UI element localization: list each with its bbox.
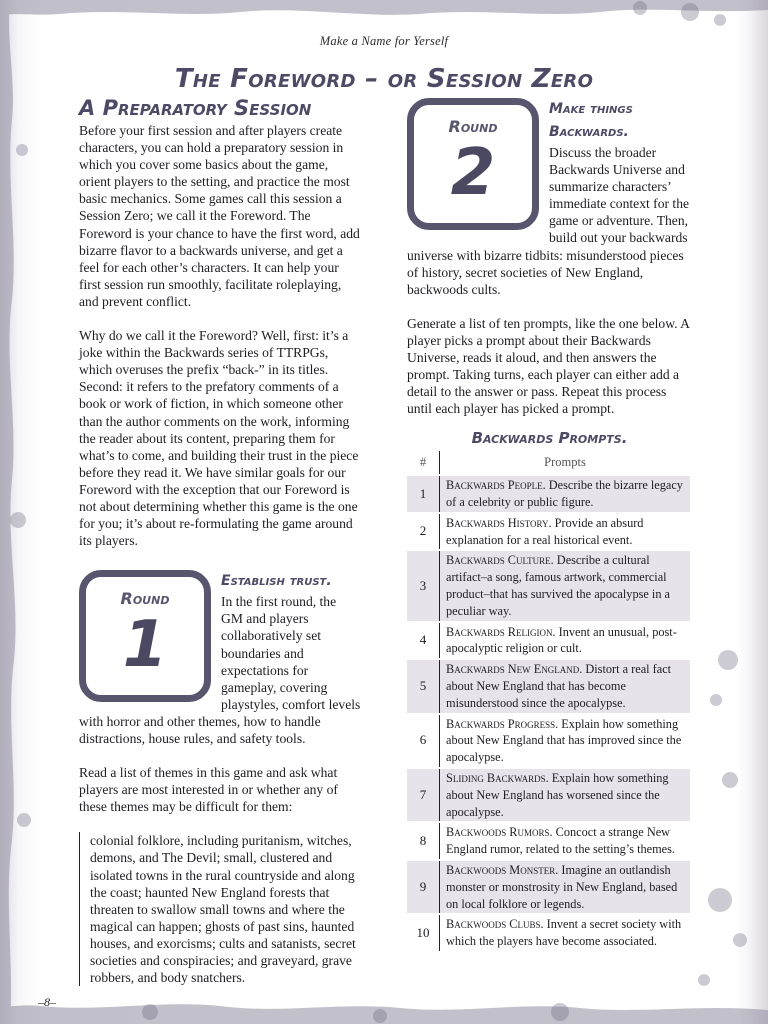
page-title: The Foreword – or Session Zero: [174, 64, 594, 94]
prompt-category: Backwards People.: [446, 478, 546, 493]
row-prompt: [440, 768, 691, 822]
prompt-text: Invent a secret society with which the players have become associated.: [446, 917, 682, 949]
row-number: 1: [407, 475, 440, 513]
prompts-table-body: [407, 475, 690, 951]
round-1-text: In the first round, the GM and players collaboratively set boundaries and expectations for gameplay, covering playstyles, comfort levels with horror and other themes, how to handle distractions, house rules, and safety tools.: [79, 594, 361, 746]
page-number: –8–: [38, 995, 56, 1009]
prompt-category: Backwoods Monster.: [446, 862, 559, 877]
themes-list: colonial folklore, including puritanism, witches, demons, and The Devil; small, clustered and isolated towns in the rural countryside and along the coast; haunted New England forests that threaten to swallow small towns and where the magical can happen; ghosts of past sins, haunted houses, and exorcisms; cults and satanists, secret societies and conspiracies; and graveyard, grave robbers, and body snatchers.: [79, 832, 361, 986]
round-1-badge: [79, 570, 211, 702]
round-number: 1: [122, 608, 168, 683]
table-row: [407, 622, 690, 660]
table-row: [407, 768, 690, 822]
prompt-text: Describe a cultural artifact–a song, famous artwork, commercial product–that has survived the apocalypse in a peculiar way.: [446, 553, 671, 618]
row-prompt: [440, 513, 691, 551]
running-head: Make a Name for Yerself: [319, 34, 449, 48]
intro-paragraph: Before your first session and after players create characters, you can hold a preparatory session in which you cover some basics about the game, orient players to the setting, and practice the most basic mechanics. Some games call this session a Session Zero; we call it the Foreword. The Foreword is your chance to have the first word, add bizarre flavor to a backwards universe, and get a feel for each other’s characters. It can help your first session run smoothly, facilitate roleplaying, and prevent conflict.: [79, 123, 360, 309]
prompt-category: Backwards Culture.: [446, 553, 554, 568]
table-row: [407, 822, 690, 860]
prompt-text: Distort a real fact about New England that has become misunderstood since the apocalypse.: [446, 662, 672, 710]
table-row: [407, 714, 690, 768]
prompt-text: Explain how something about New England that has improved since the apocalypse.: [446, 716, 682, 765]
row-prompt: [440, 822, 691, 860]
row-number: 3: [407, 550, 440, 621]
row-number: 4: [407, 622, 440, 660]
round-2-block: [407, 98, 692, 298]
prompt-category: Backwoods Rumors.: [446, 825, 553, 840]
prompt-text: Imagine an outlandish monster or monstrosity in New England, based on local folklore or legends.: [446, 862, 678, 911]
row-number: 5: [407, 659, 440, 713]
row-prompt: [440, 714, 691, 768]
left-column: [79, 96, 361, 986]
round-1-heading: Establish trust.: [221, 573, 332, 590]
row-prompt: [440, 550, 691, 621]
round-label: Round: [120, 589, 170, 609]
prompt-category: Backwards Religion.: [446, 624, 556, 639]
prompt-category: Backwards History.: [446, 515, 552, 530]
row-prompt: [440, 475, 691, 513]
prompt-text: Provide an absurd explanation for a real historical event.: [446, 515, 644, 547]
round-label: Round: [448, 117, 498, 136]
prompt-category: Backwards Progress.: [446, 716, 559, 731]
row-number: 10: [407, 914, 440, 951]
round-1-block: [79, 570, 361, 747]
themes-intro-paragraph: Read a list of themes in this game and ask what players are most interested in or whether any of these themes may be difficult for them:: [79, 765, 338, 815]
table-row: [407, 659, 690, 713]
section-heading: A Preparatory Session: [79, 96, 312, 120]
column-header-number: #: [407, 451, 440, 475]
row-number: 8: [407, 822, 440, 860]
table-row: [407, 513, 690, 551]
row-prompt: [440, 860, 691, 914]
table-row: [407, 860, 690, 914]
table-title: Backwards Prompts.: [471, 429, 628, 448]
foreword-explanation-paragraph: Why do we call it the Foreword? Well, first: it’s a joke within the Backwards series of TTRPGs, which overuses the prefix “back-” in its titles. Second: it refers to the prefatory comments of a book or work of fiction, in which someone other than the author comments on the work, informing the reader about its content, preparing them for what’s to come, and building their trust in the piece before they read it. We have similar goals for our Foreword with the exception that our Foreword is not about determining whether this game is the one for you; it’s about re-formulating the game around its players.: [79, 328, 359, 549]
right-column: [407, 98, 692, 951]
row-prompt: [440, 622, 691, 660]
row-prompt: [440, 659, 691, 713]
round-number: 2: [450, 136, 496, 210]
table-row: [407, 475, 690, 513]
round-2-badge: [407, 98, 539, 230]
prompt-category: Backwards New England.: [446, 662, 583, 677]
prompt-category: Backwoods Clubs.: [446, 917, 544, 932]
prompt-text: Describe the bizarre legacy of a celebrity or public figure.: [446, 478, 683, 509]
prompts-instructions-paragraph: Generate a list of ten prompts, like the one below. A player picks a prompt about their Backwards Universe, reads it aloud, and then answers the prompt. Taking turns, each player can either add a detail to the answer or pass. Repeat this process until each player has picked a prompt.: [407, 315, 690, 417]
row-number: 6: [407, 714, 440, 768]
table-row: [407, 550, 690, 621]
row-prompt: [440, 914, 691, 951]
prompt-text: Concoct a strange New England rumor, related to the setting’s themes.: [446, 825, 675, 857]
row-number: 9: [407, 860, 440, 914]
row-number: 2: [407, 513, 440, 551]
row-number: 7: [407, 768, 440, 822]
round-2-text: Discuss the broader Backwards Universe and summarize characters’ immediate context for the game or adventure. Then, build out your backwards universe with bizarre tidbits: misunderstood pieces of history, secret societies of New England, backwoods cults.: [407, 145, 690, 297]
table-row: [407, 914, 690, 951]
column-header-prompts: Prompts: [440, 451, 691, 475]
round-2-heading: Make things Backwards.: [549, 101, 633, 140]
prompts-table: [407, 451, 690, 951]
prompt-text: Invent an unusual, post-apocalyptic religion or cult.: [446, 624, 677, 656]
prompt-text: Explain how something about New England has worsened since the apocalypse.: [446, 770, 669, 819]
prompt-category: Sliding Backwards.: [446, 770, 549, 785]
